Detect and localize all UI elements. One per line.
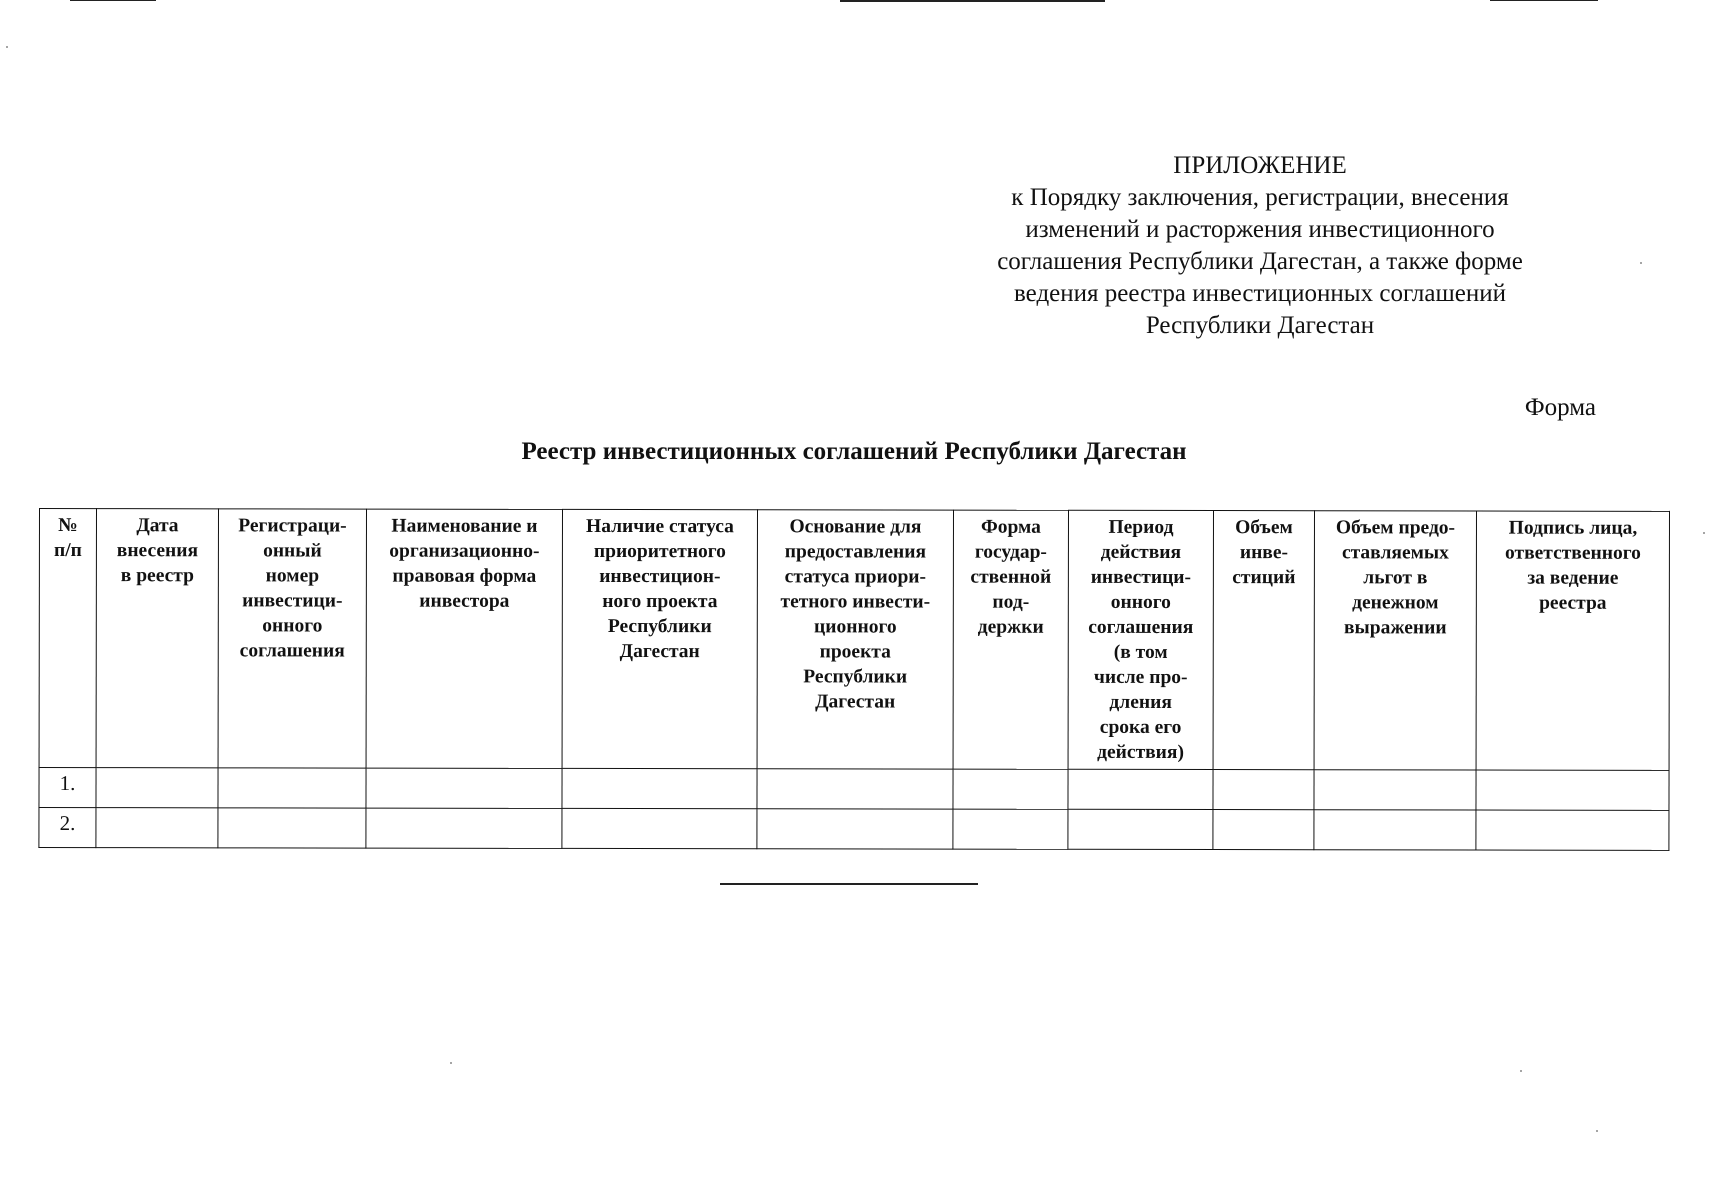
column-header-priority-status: Наличие статуса приоритетного инвестицион- ного проекта Республики Дагестан xyxy=(562,509,757,768)
scan-edge-mark xyxy=(1490,0,1598,1)
closing-rule xyxy=(720,883,978,885)
appendix-line: изменений и расторжения инвестиционного xyxy=(1025,216,1495,243)
scan-speck xyxy=(1640,262,1642,264)
table-cell xyxy=(562,768,757,808)
table-cell xyxy=(1476,810,1669,850)
form-label: Форма xyxy=(1524,394,1596,421)
appendix-line: соглашения Республики Дагестан, а также форме xyxy=(997,248,1523,275)
table-cell xyxy=(757,809,953,849)
table-row xyxy=(39,808,1669,851)
scan-edge-mark xyxy=(70,0,156,1)
scan-speck xyxy=(1596,1130,1598,1132)
table-cell xyxy=(96,808,218,848)
appendix-block xyxy=(940,150,1580,342)
table-header-row xyxy=(39,509,1669,771)
table-cell xyxy=(1314,810,1476,850)
appendix-line: Республики Дагестан xyxy=(1145,312,1375,339)
table-cell xyxy=(953,769,1068,809)
table-cell xyxy=(562,808,757,848)
column-header-entry-date: Дата внесения в реестр xyxy=(96,509,218,768)
column-header-registration-number: Регистраци- онный номер инвестици- онного соглашения xyxy=(218,509,366,768)
appendix-line: ведения реестра инвестиционных соглашений xyxy=(1014,280,1506,307)
appendix-line: к Порядку заключения, регистрации, внесения xyxy=(1011,184,1509,211)
column-header-benefits-volume: Объем предо- ставляемых льгот в денежном выражении xyxy=(1314,511,1476,770)
scan-speck xyxy=(6,46,8,48)
page-title xyxy=(0,438,1714,466)
column-header-status-basis: Основание для предоставления статуса приори- тетного инвести- ционного проекта Республики Дагестан xyxy=(757,510,953,769)
row-number-cell: 2. xyxy=(39,808,96,848)
row-number-cell: 1. xyxy=(39,768,96,808)
scan-speck xyxy=(450,1062,452,1064)
column-header-investor-name: Наименование и организационно- правовая форма инвестора xyxy=(366,509,562,768)
table-cell xyxy=(218,808,366,848)
scan-speck xyxy=(1520,1070,1522,1072)
registry-table xyxy=(38,508,1670,851)
page-title-text: Реестр инвестиционных соглашений Республики Дагестан xyxy=(521,438,1187,465)
table-cell xyxy=(1068,809,1213,849)
table-cell xyxy=(1068,769,1213,809)
table-row xyxy=(39,768,1669,811)
column-header-investment-volume: Объем инве- стиций xyxy=(1213,511,1314,770)
column-header-number: № п/п xyxy=(39,509,96,768)
column-header-support-form: Форма государ- ственной под- держки xyxy=(953,510,1068,769)
table-cell xyxy=(96,768,218,808)
table-cell xyxy=(1213,810,1314,850)
table-cell xyxy=(757,769,953,809)
table-cell xyxy=(1213,770,1314,810)
scan-edge-mark xyxy=(840,0,1105,2)
table-cell xyxy=(366,768,562,808)
column-header-agreement-period: Период действия инвестици- онного соглашения (в том числе про- дления срока его действия) xyxy=(1068,510,1213,769)
table-cell xyxy=(1476,770,1669,810)
table-cell xyxy=(218,768,366,808)
table-cell xyxy=(1314,770,1476,810)
table-cell xyxy=(953,809,1068,849)
scan-speck xyxy=(1703,532,1705,534)
column-header-signature: Подпись лица, ответственного за ведение реестра xyxy=(1476,511,1669,770)
table-cell xyxy=(366,808,562,848)
appendix-heading: ПРИЛОЖЕНИЕ xyxy=(1173,152,1347,179)
